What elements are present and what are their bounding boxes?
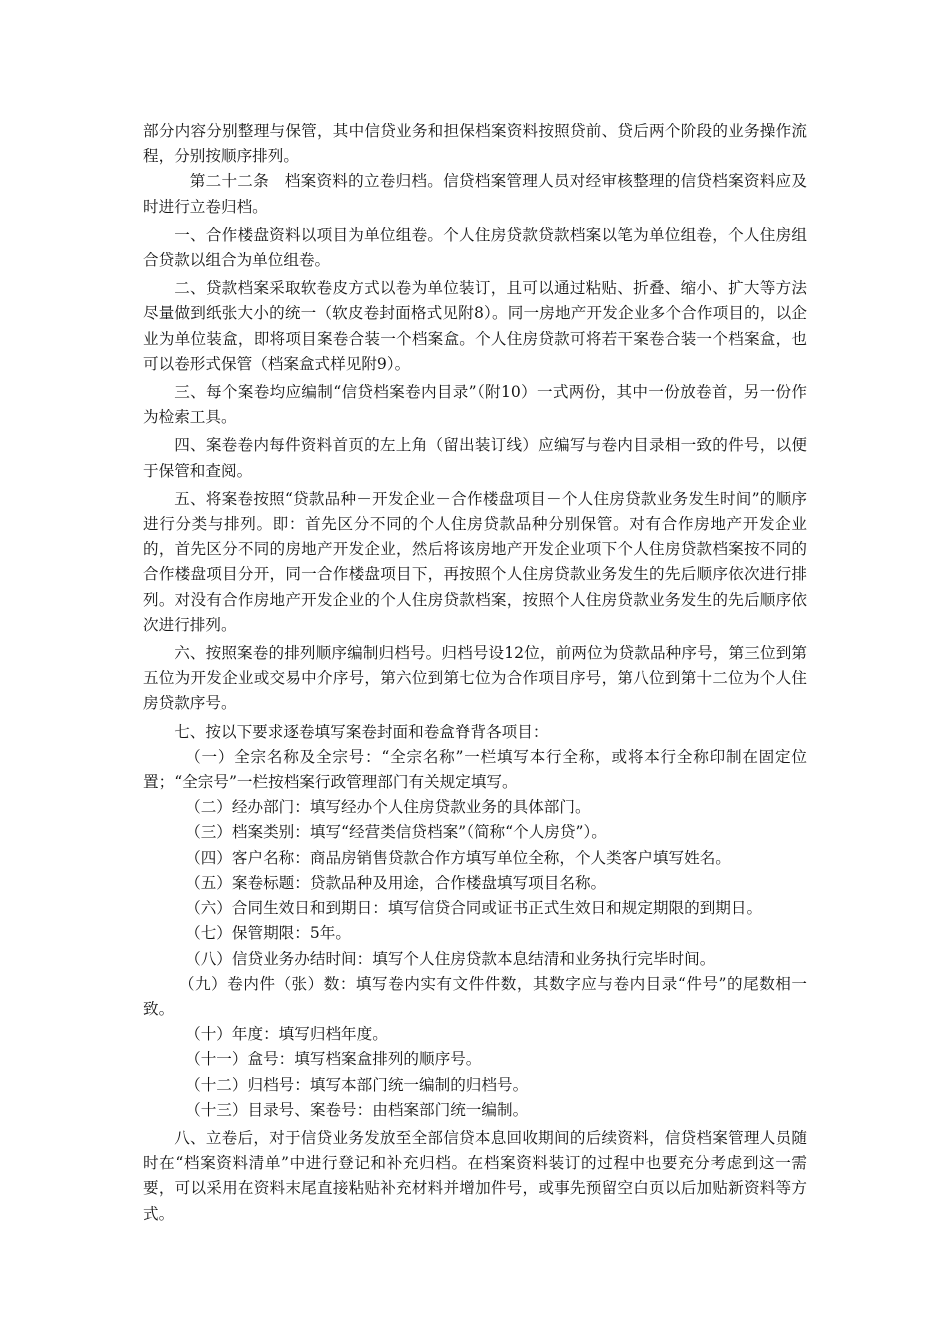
clause-2: 二、贷款档案采取软卷皮方式以卷为单位装订，且可以通过粘贴、折叠、缩小、扩大等方法尽量做到纸张大小的统一（软皮卷封面格式见附8）。同一房地产开发企业多个合作项目的，以企业为单位装盒，即将项目案卷合装一个档案盒。个人住房贷款可将若干案卷合装一个档案盒，也可以卷形式保管（档案盒式样见附9）。 — [143, 279, 807, 373]
clause-8: 八、立卷后，对于信贷业务发放至全部信贷本息回收期间的后续资料，信贷档案管理人员随时在“档案资料清单”中进行登记和补充归档。在档案资料装订的过程中也要充分考虑到这一需要，可以采用在资料末尾直接粘贴补充材料并增加件号，或事先预留空白页以后加贴新资料等方式。 — [143, 1128, 807, 1223]
document-page — [143, 119, 807, 1227]
clause-4: 四、案卷卷内每件资料首页的左上角（留出装订线）应编写与卷内目录相一致的件号，以便于保管和查阅。 — [143, 436, 807, 480]
item-3: （三）档案类别：填写“经营类信贷档案”（简称“个人房贷”）。 — [185, 823, 607, 842]
item-7: （七）保管期限：5年。 — [185, 924, 351, 943]
item-10: （十）年度：填写归档年度。 — [185, 1025, 388, 1044]
item-6: （六）合同生效日和到期日：填写信贷合同或证书正式生效日和规定期限的到期日。 — [185, 899, 763, 918]
clause-6: 六、按照案卷的排列顺序编制归档号。归档号设12位，前两位为贷款品种序号，第三位到第五位为开发企业或交易中介序号，第六位到第七位为合作项目序号，第八位到第十二位为个人住房贷款序号。 — [143, 644, 807, 713]
paragraph-continuation: 部分内容分别整理与保管，其中信贷业务和担保档案资料按照贷前、贷后两个阶段的业务操作流程，分别按顺序排列。 — [143, 122, 807, 166]
clause-1: 一、合作楼盘资料以项目为单位组卷。个人住房贷款贷款档案以笔为单位组卷，个人住房组合贷款以组合为单位组卷。 — [143, 225, 807, 270]
item-12: （十二）归档号：填写本部门统一编制的归档号。 — [185, 1075, 529, 1094]
item-5: （五）案卷标题：贷款品种及用途，合作楼盘填写项目名称。 — [185, 873, 607, 892]
item-4: （四）客户名称：商品房销售贷款合作方填写单位全称，个人类客户填写姓名。 — [185, 848, 731, 867]
item-11: （十一）盒号：填写档案盒排列的顺序号。 — [185, 1050, 482, 1069]
clause-5: 五、将案卷按照“贷款品种－开发企业－合作楼盘项目－个人住房贷款业务发生时间”的顺序进行分类与排列。即：首先区分不同的个人住房贷款品种分别保管。对有合作房地产开发企业的，首先区分不同的房地产开发企业，然后将该房地产开发企业项下个人住房贷款档案按不同的合作楼盘项目分开，同一合作楼盘项目下，再按照个人住房贷款业务发生的先后顺序依次进行排列。对没有合作房地产开发企业的个人住房贷款档案，按照个人住房贷款业务发生的先后顺序依次进行排列。 — [143, 489, 807, 634]
item-1: （一）全宗名称及全宗号：“全宗名称”一栏填写本行全称，或将本行全称印制在固定位置；“全宗号”一栏按档案行政管理部门有关规定填写。 — [143, 747, 807, 792]
item-2: （二）经办部门：填写经办个人住房贷款业务的具体部门。 — [185, 798, 591, 817]
clause-3: 三、每个案卷均应编制“信贷档案卷内目录”（附10）一式两份，其中一份放卷首，另一份作为检索工具。 — [143, 383, 807, 427]
item-13: （十三）目录号、案卷号：由档案部门统一编制。 — [185, 1100, 529, 1119]
item-8: （八）信贷业务办结时间：填写个人住房贷款本息结清和业务执行完毕时间。 — [185, 949, 716, 968]
clause-7: 七、按以下要求逐卷填写案卷封面和卷盒脊背各项目： — [174, 722, 549, 741]
article-22-heading: 第二十二条 档案资料的立卷归档。信贷档案管理人员对经审核整理的信贷档案资料应及时进行立卷归档。 — [143, 172, 807, 216]
item-9: （九）卷内件（张）数：填写卷内实有文件件数，其数字应与卷内目录“件号”的尾数相一致。 — [143, 974, 807, 1018]
